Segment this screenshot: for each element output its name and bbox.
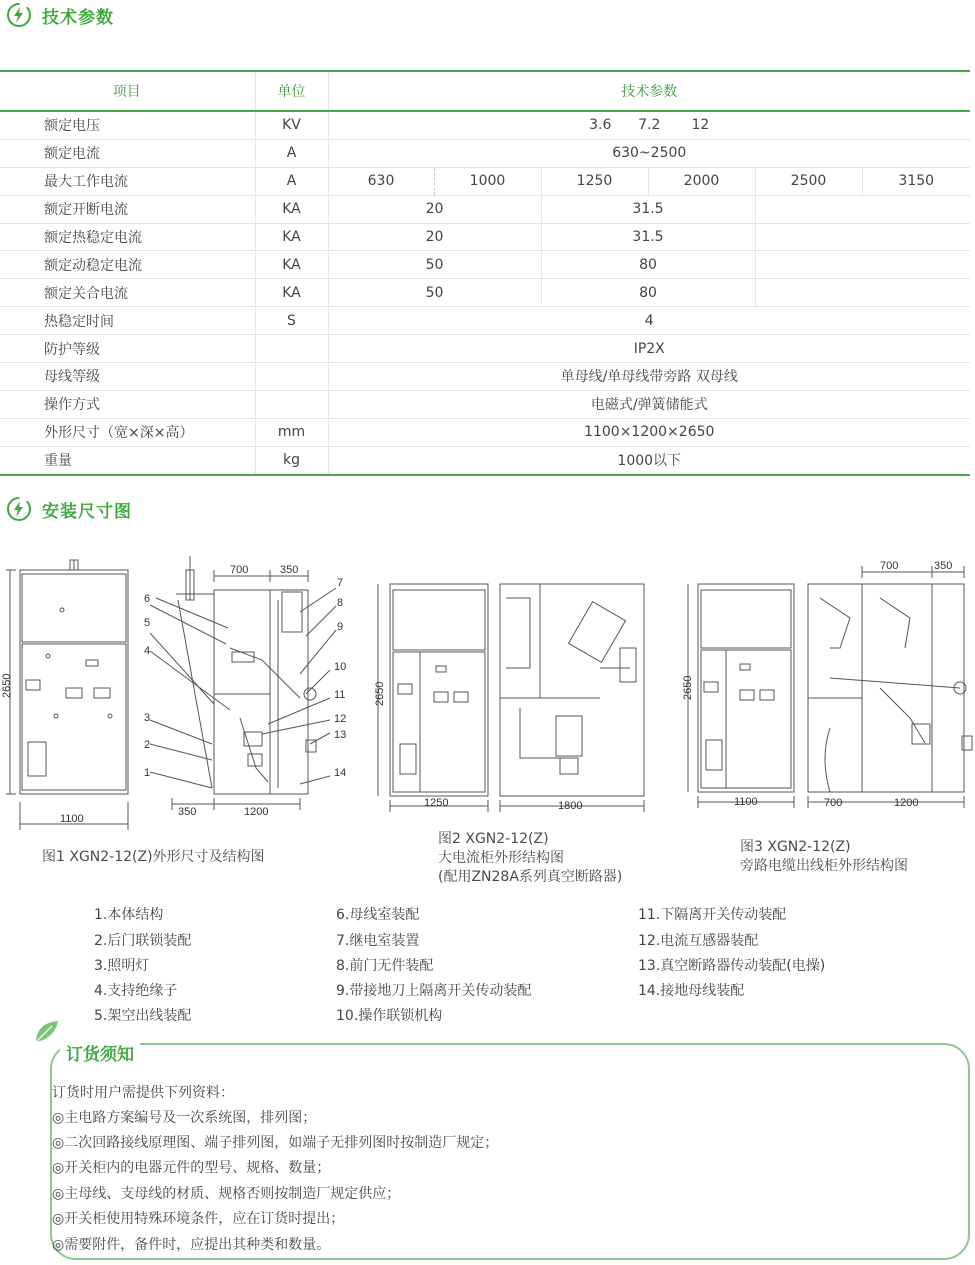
row-value: 4 — [328, 307, 970, 335]
section-title-text: 安装尺寸图 — [42, 501, 132, 522]
fig3-caption-line2: 旁路电缆出线柜外形结构图 — [740, 858, 908, 874]
row-value: 630~2500 — [328, 139, 970, 167]
row-unit — [255, 335, 328, 363]
row-name: 额定动稳定电流 — [0, 251, 255, 279]
row-value: 3.6 7.2 12 — [328, 111, 970, 139]
row-value-empty — [755, 223, 970, 251]
row-value: 1250 — [541, 167, 648, 195]
row-unit: KA — [255, 279, 328, 307]
row-unit: KA — [255, 223, 328, 251]
callout-7: 7 — [337, 577, 344, 589]
row-value: 80 — [541, 279, 755, 307]
dim-350-fig3: 350 — [934, 560, 953, 572]
row-value: IP2X — [328, 335, 970, 363]
notice-line: ◎主母线、支母线的材质、规格否则按制造厂规定供应； — [52, 1186, 401, 1202]
legend-item: 1.本体结构 — [94, 907, 164, 923]
row-value: 2500 — [755, 167, 862, 195]
row-name: 母线等级 — [0, 363, 255, 391]
fig2-caption-line3: (配用ZN28A系列真空断路器) — [438, 869, 623, 885]
dim-700: 700 — [230, 564, 249, 576]
notice-line: 订货时用户需提供下列资料： — [52, 1085, 234, 1101]
table-row — [0, 446, 970, 474]
section-title-install-dims — [6, 496, 132, 522]
fig2-caption-line2: 大电流柜外形结构图 — [438, 850, 564, 866]
row-value: 20 — [328, 195, 541, 223]
legend-item: 12.电流互感器装配 — [638, 933, 759, 949]
dim-2650-fig2: 2650 — [374, 681, 386, 706]
fig2-front-view — [378, 584, 488, 812]
legend-item: 9.带接地刀上隔离开关传动装配 — [336, 983, 532, 999]
row-value: 1000 — [434, 167, 541, 195]
row-unit: mm — [255, 418, 328, 446]
fig1-caption: 图1 XGN2-12(Z)外形尺寸及结构图 — [42, 849, 265, 865]
fig2-caption-line1: 图2 XGN2-12(Z) — [438, 831, 549, 847]
callout-13: 13 — [334, 729, 347, 741]
callout-11: 11 — [334, 689, 346, 701]
row-value-empty — [755, 195, 970, 223]
callout-4: 4 — [144, 645, 151, 657]
table-row — [0, 390, 970, 418]
fig3-caption — [740, 838, 908, 876]
row-value: 单母线/单母线带旁路 双母线 — [328, 363, 970, 391]
notice-line: ◎开关柜内的电器元件的型号、规格、数量； — [52, 1160, 331, 1176]
header-item: 项目 — [0, 71, 255, 111]
row-value: 2000 — [648, 167, 755, 195]
dim-2650: 2650 — [1, 673, 13, 698]
fig3-side-view — [808, 566, 972, 808]
callout-5: 5 — [144, 617, 151, 629]
table-row — [0, 335, 970, 363]
row-name: 防护等级 — [0, 335, 255, 363]
row-name: 外形尺寸（宽×深×高） — [0, 418, 255, 446]
row-value: 电磁式/弹簧储能式 — [328, 390, 970, 418]
dim-1100: 1100 — [60, 813, 84, 825]
legend-item: 10.操作联锁机构 — [336, 1008, 443, 1024]
table-row — [0, 418, 970, 446]
row-name: 热稳定时间 — [0, 307, 255, 335]
notice-line: ◎二次回路接线原理图、端子排列图，如端子无排列图时按制造厂规定； — [52, 1135, 499, 1151]
dim-1200-fig3: 1200 — [894, 797, 919, 809]
callout-3: 3 — [144, 712, 151, 724]
row-unit: KA — [255, 251, 328, 279]
row-value-empty — [755, 251, 970, 279]
table-row — [0, 223, 970, 251]
callout-14: 14 — [334, 767, 347, 779]
row-value: 50 — [328, 251, 541, 279]
row-unit: kg — [255, 446, 328, 474]
row-name: 额定热稳定电流 — [0, 223, 255, 251]
dim-1800: 1800 — [558, 800, 583, 812]
row-value: 31.5 — [541, 223, 755, 251]
callout-12: 12 — [334, 713, 347, 725]
legend-item: 13.真空断路器传动装配(电操) — [638, 958, 826, 974]
row-name: 额定关合电流 — [0, 279, 255, 307]
dim-2650-fig3: 2650 — [682, 675, 694, 700]
leaf-icon — [32, 1018, 62, 1046]
callout-8: 8 — [337, 597, 344, 609]
lightning-leaf-icon — [6, 2, 32, 28]
header-params: 技术参数 — [328, 71, 970, 111]
fig2-side-view — [500, 584, 644, 812]
fig1-front-view — [6, 560, 128, 830]
legend-item: 2.后门联锁装配 — [94, 933, 192, 949]
callout-1: 1 — [144, 767, 151, 779]
table-row — [0, 195, 970, 223]
table-row — [0, 111, 970, 139]
legend-item: 8.前门无件装配 — [336, 958, 434, 974]
row-name: 额定开断电流 — [0, 195, 255, 223]
row-value: 20 — [328, 223, 541, 251]
section-title-tech-params — [6, 2, 114, 28]
table-row — [0, 307, 970, 335]
row-value: 50 — [328, 279, 541, 307]
row-name: 操作方式 — [0, 390, 255, 418]
row-name: 额定电流 — [0, 139, 255, 167]
row-value: 630 — [328, 167, 434, 195]
row-name: 最大工作电流 — [0, 167, 255, 195]
legend-item: 14.接地母线装配 — [638, 983, 745, 999]
row-unit — [255, 363, 328, 391]
row-value-empty — [755, 279, 970, 307]
legend-item: 11.下隔离开关传动装配 — [638, 907, 787, 923]
row-name: 额定电压 — [0, 111, 255, 139]
callout-6: 6 — [144, 593, 151, 605]
row-unit: S — [255, 307, 328, 335]
table-header-row — [0, 71, 970, 111]
legend-item: 7.继电室装置 — [336, 933, 420, 949]
table-row — [0, 251, 970, 279]
header-unit: 单位 — [255, 71, 328, 111]
row-value: 3150 — [862, 167, 970, 195]
row-value: 1000以下 — [328, 446, 970, 474]
legend-item: 3.照明灯 — [94, 958, 150, 974]
row-unit: A — [255, 167, 328, 195]
table-row — [0, 279, 970, 307]
row-name: 重量 — [0, 446, 255, 474]
section-title-text: 技术参数 — [42, 7, 114, 28]
dim-1250: 1250 — [424, 797, 449, 809]
dim-1200: 1200 — [244, 806, 269, 818]
legend-item: 5.架空出线装配 — [94, 1008, 192, 1024]
table-row — [0, 167, 970, 195]
legend-item: 6.母线室装配 — [336, 907, 420, 923]
row-unit: A — [255, 139, 328, 167]
lightning-leaf-icon — [6, 496, 32, 522]
callout-9: 9 — [337, 621, 344, 633]
spec-table — [0, 70, 970, 476]
table-row — [0, 139, 970, 167]
dim-350-bottom: 350 — [178, 806, 197, 818]
row-unit: KV — [255, 111, 328, 139]
dim-1100-fig3: 1100 — [734, 796, 758, 808]
installation-drawings — [0, 548, 975, 848]
row-value: 31.5 — [541, 195, 755, 223]
callout-2: 2 — [144, 739, 151, 751]
notice-line: ◎主电路方案编号及一次系统图，排列图； — [52, 1110, 317, 1126]
notice-line: ◎需要附件，备件时，应提出其种类和数量。 — [52, 1237, 331, 1253]
row-unit — [255, 390, 328, 418]
row-value: 80 — [541, 251, 755, 279]
row-value: 1100×1200×2650 — [328, 418, 970, 446]
order-notice-title: 订货须知 — [60, 1040, 140, 1065]
notice-line: ◎开关柜使用特殊环境条件，应在订货时提出； — [52, 1211, 345, 1227]
legend-item: 4.支持绝缘子 — [94, 983, 178, 999]
dim-350: 350 — [280, 564, 299, 576]
row-unit: KA — [255, 195, 328, 223]
dim-700-fig3-bottom: 700 — [824, 797, 843, 809]
fig3-caption-line1: 图3 XGN2-12(Z) — [740, 839, 851, 855]
dim-700-fig3: 700 — [880, 560, 899, 572]
table-row — [0, 363, 970, 391]
callout-10: 10 — [334, 661, 347, 673]
fig2-caption — [438, 830, 622, 887]
fig1-side-view — [150, 556, 336, 810]
fig3-front-view — [688, 584, 794, 808]
